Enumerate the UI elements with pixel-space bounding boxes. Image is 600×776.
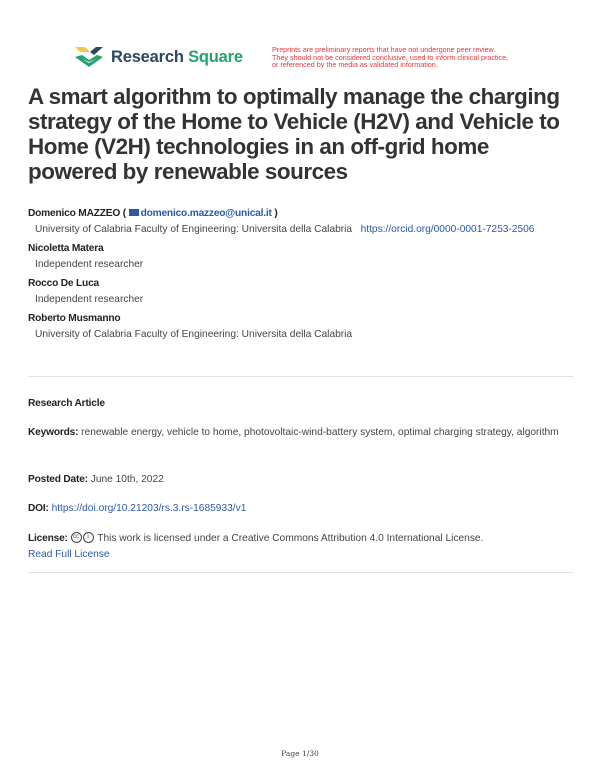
disclaimer-line: Preprints are preliminary reports that have not undergone peer review. [272, 45, 496, 54]
doi: DOI: https://doi.org/10.21203/rs.3.rs-1685933/v1 [28, 503, 247, 514]
divider [28, 572, 573, 573]
paper-title: A smart algorithm to optimally manage the charging strategy of the Home to Vehicle (H2V) and Vehicle to Home (V2H) technologies in an off-grid home powered by renewable sources [28, 84, 560, 184]
author-list [28, 206, 576, 346]
author-affiliation: University of Calabria Faculty of Engineering: Universita della Calabria https://orcid.org/0000-0001-7253-2506 [35, 224, 535, 235]
research-square-logo-icon [74, 46, 104, 68]
logo-text: Research Square [111, 47, 243, 66]
page-number: Page 1/30 [281, 749, 319, 758]
keywords: Keywords: renewable energy, vehicle to home, photovoltaic-wind-battery system, optimal charging strategy, algorithm [28, 427, 559, 438]
author-name: Rocco De Luca [28, 278, 99, 289]
author-name: Domenico MAZZEO ( domenico.mazzeo@unical.it ) [28, 208, 278, 219]
research-square-logo[interactable] [74, 46, 243, 68]
email-icon [129, 209, 139, 216]
orcid-link[interactable]: https://orcid.org/0000-0001-7253-2506 [360, 224, 535, 235]
doi-link[interactable]: https://doi.org/10.21203/rs.3.rs-1685933/v1 [51, 503, 247, 514]
author-affiliation: University of Calabria Faculty of Engineering: Universita della Calabria [35, 329, 353, 340]
by-attribution-icon: i [83, 532, 94, 543]
author-affiliation: Independent researcher [35, 294, 144, 305]
cc-icon: cc [71, 532, 82, 543]
read-full-license-link[interactable]: Read Full License [28, 549, 110, 560]
author-email-link[interactable]: domenico.mazzeo@unical.it [140, 208, 272, 219]
header [74, 46, 574, 74]
article-type: Research Article [28, 398, 105, 409]
disclaimer-line: They should not be considered conclusive, used to inform clinical practice, [272, 52, 509, 62]
author-affiliation: Independent researcher [35, 259, 144, 270]
divider [28, 376, 573, 377]
preprint-disclaimer [272, 46, 508, 69]
disclaimer-line: or referenced by the media as validated information. [272, 60, 438, 70]
author-name: Nicoletta Matera [28, 243, 104, 254]
license: License: cc i This work is licensed under a Creative Commons Attribution 4.0 International License. Read Full License [28, 533, 484, 560]
author-name: Roberto Musmanno [28, 313, 121, 324]
posted-date: Posted Date: June 10th, 2022 [28, 474, 164, 485]
